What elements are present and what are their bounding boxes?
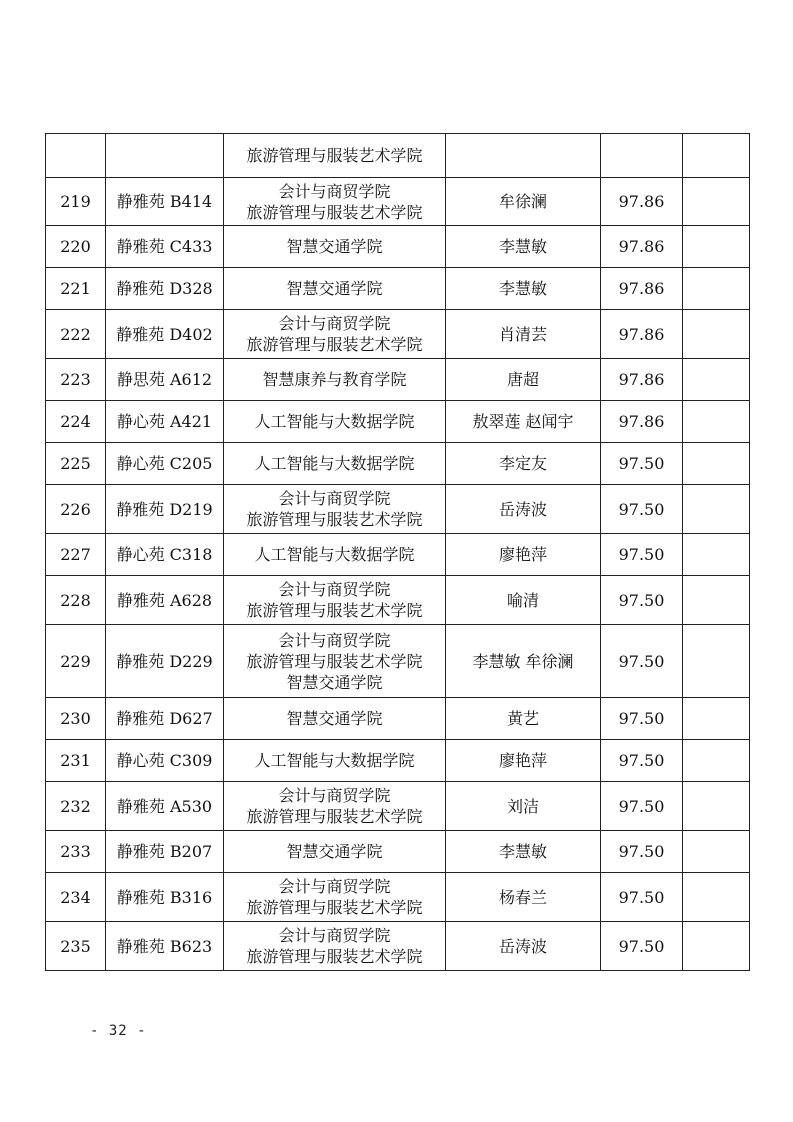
cell-note — [683, 534, 750, 576]
cell-college — [224, 576, 446, 625]
college-name: 智慧交通学院 — [286, 672, 383, 692]
cell-serial-number: 222 — [46, 310, 106, 359]
cell-dorm-room: 静雅苑 D328 — [106, 268, 224, 310]
college-name: 会计与商贸学院 — [278, 877, 391, 896]
college-name: 会计与商贸学院 — [278, 181, 391, 201]
college-name: 旅游管理与服装艺术学院 — [246, 651, 423, 671]
cell-score: 97.86 — [601, 401, 683, 443]
college-name: 智慧交通学院 — [286, 709, 383, 728]
cell-college — [224, 873, 446, 922]
college-name: 旅游管理与服装艺术学院 — [246, 898, 423, 917]
cell-serial-number: 233 — [46, 831, 106, 873]
college-name: 智慧交通学院 — [286, 237, 383, 256]
cell-note — [683, 782, 750, 831]
cell-managers: 牟徐澜 — [446, 178, 601, 226]
cell-score: 97.86 — [601, 268, 683, 310]
cell-note — [683, 740, 750, 782]
cell-dorm-room: 静雅苑 A628 — [106, 576, 224, 625]
cell-dorm-room: 静心苑 C205 — [106, 443, 224, 485]
cell-managers: 李定友 — [446, 443, 601, 485]
cell-college — [224, 226, 446, 268]
cell-dorm-room: 静雅苑 B623 — [106, 922, 224, 971]
cell-note — [683, 443, 750, 485]
cell-score: 97.50 — [601, 534, 683, 576]
cell-score: 97.86 — [601, 310, 683, 359]
table-row — [46, 268, 750, 310]
cell-score: 97.50 — [601, 576, 683, 625]
cell-serial-number: 226 — [46, 485, 106, 534]
college-name: 人工智能与大数据学院 — [254, 545, 415, 564]
cell-note — [683, 698, 750, 740]
cell-college — [224, 268, 446, 310]
cell-score — [601, 134, 683, 178]
cell-note — [683, 310, 750, 359]
cell-college — [224, 740, 446, 782]
table-row — [46, 178, 750, 226]
cell-serial-number: 221 — [46, 268, 106, 310]
cell-managers: 喻清 — [446, 576, 601, 625]
table-row — [46, 873, 750, 922]
cell-managers: 岳涛波 — [446, 485, 601, 534]
cell-serial-number: 230 — [46, 698, 106, 740]
cell-managers: 廖艳萍 — [446, 740, 601, 782]
cell-college — [224, 782, 446, 831]
table-row — [46, 443, 750, 485]
cell-managers: 李慧敏 — [446, 268, 601, 310]
cell-score: 97.50 — [601, 443, 683, 485]
cell-dorm-room: 静心苑 C318 — [106, 534, 224, 576]
cell-college — [224, 310, 446, 359]
college-name: 智慧交通学院 — [286, 842, 383, 861]
cell-note — [683, 873, 750, 922]
table-row — [46, 359, 750, 401]
college-name: 旅游管理与服装艺术学院 — [246, 335, 423, 354]
college-name: 旅游管理与服装艺术学院 — [246, 601, 423, 620]
college-name: 旅游管理与服装艺术学院 — [246, 807, 423, 826]
college-name: 会计与商贸学院 — [278, 489, 391, 508]
cell-dorm-room: 静思苑 A612 — [106, 359, 224, 401]
cell-note — [683, 226, 750, 268]
cell-note — [683, 576, 750, 625]
table-body — [46, 134, 750, 971]
cell-serial-number: 235 — [46, 922, 106, 971]
cell-managers: 李慧敏 — [446, 226, 601, 268]
cell-score: 97.50 — [601, 485, 683, 534]
college-name: 会计与商贸学院 — [278, 786, 391, 805]
cell-managers: 唐超 — [446, 359, 601, 401]
cell-dorm-room: 静雅苑 D402 — [106, 310, 224, 359]
college-name: 人工智能与大数据学院 — [254, 751, 415, 770]
cell-managers: 李慧敏 — [446, 831, 601, 873]
cell-serial-number: 232 — [46, 782, 106, 831]
cell-college — [224, 698, 446, 740]
table-row — [46, 226, 750, 268]
college-name: 旅游管理与服装艺术学院 — [246, 947, 423, 966]
cell-score: 97.50 — [601, 922, 683, 971]
cell-score: 97.50 — [601, 831, 683, 873]
cell-college — [224, 178, 446, 226]
college-name: 旅游管理与服装艺术学院 — [246, 146, 423, 165]
cell-college — [224, 922, 446, 971]
college-name: 人工智能与大数据学院 — [254, 412, 415, 431]
college-name: 会计与商贸学院 — [278, 580, 391, 599]
cell-serial-number: 223 — [46, 359, 106, 401]
cell-serial-number: 227 — [46, 534, 106, 576]
cell-dorm-room: 静雅苑 B414 — [106, 178, 224, 226]
cell-score: 97.86 — [601, 226, 683, 268]
cell-dorm-room: 静雅苑 D627 — [106, 698, 224, 740]
college-name: 旅游管理与服装艺术学院 — [246, 510, 423, 529]
cell-score: 97.50 — [601, 782, 683, 831]
cell-serial-number: 225 — [46, 443, 106, 485]
cell-score: 97.86 — [601, 359, 683, 401]
cell-college — [224, 534, 446, 576]
cell-managers: 敖翠莲 赵闻宇 — [446, 401, 601, 443]
cell-dorm-room: 静雅苑 D219 — [106, 485, 224, 534]
cell-dorm-room: 静心苑 A421 — [106, 401, 224, 443]
table-row — [46, 310, 750, 359]
cell-note — [683, 922, 750, 971]
cell-managers: 黄艺 — [446, 698, 601, 740]
page-number: - 32 - — [90, 1023, 147, 1039]
cell-college — [224, 134, 446, 178]
cell-serial-number — [46, 134, 106, 178]
cell-dorm-room: 静雅苑 A530 — [106, 782, 224, 831]
college-name: 智慧交通学院 — [286, 279, 383, 298]
table-row — [46, 740, 750, 782]
cell-dorm-room: 静心苑 C309 — [106, 740, 224, 782]
cell-dorm-room: 静雅苑 D229 — [106, 625, 224, 698]
cell-dorm-room: 静雅苑 B316 — [106, 873, 224, 922]
table-row — [46, 831, 750, 873]
cell-score: 97.50 — [601, 625, 683, 698]
cell-note — [683, 134, 750, 178]
cell-managers: 肖清芸 — [446, 310, 601, 359]
cell-note — [683, 401, 750, 443]
college-name: 会计与商贸学院 — [278, 926, 391, 945]
cell-serial-number: 228 — [46, 576, 106, 625]
cell-college — [224, 401, 446, 443]
cell-managers: 岳涛波 — [446, 922, 601, 971]
cell-dorm-room: 静雅苑 B207 — [106, 831, 224, 873]
cell-note — [683, 268, 750, 310]
cell-managers: 廖艳萍 — [446, 534, 601, 576]
cell-note — [683, 485, 750, 534]
cell-managers: 李慧敏 牟徐澜 — [446, 625, 601, 698]
cell-managers: 刘洁 — [446, 782, 601, 831]
cell-note — [683, 831, 750, 873]
table-row — [46, 698, 750, 740]
cell-score: 97.50 — [601, 873, 683, 922]
cell-serial-number: 229 — [46, 625, 106, 698]
cell-serial-number: 219 — [46, 178, 106, 226]
cell-note — [683, 359, 750, 401]
cell-serial-number: 234 — [46, 873, 106, 922]
college-name: 智慧康养与教育学院 — [262, 370, 407, 389]
cell-score: 97.50 — [601, 698, 683, 740]
table-row — [46, 625, 750, 698]
college-name: 人工智能与大数据学院 — [254, 454, 415, 473]
cell-note — [683, 625, 750, 698]
cell-managers: 杨春兰 — [446, 873, 601, 922]
cell-serial-number: 220 — [46, 226, 106, 268]
cell-college — [224, 831, 446, 873]
college-name: 会计与商贸学院 — [278, 630, 391, 650]
table-row — [46, 534, 750, 576]
cell-college — [224, 359, 446, 401]
dormitory-score-table — [45, 133, 750, 971]
cell-note — [683, 178, 750, 226]
college-name: 旅游管理与服装艺术学院 — [246, 202, 423, 222]
cell-dorm-room: 静雅苑 C433 — [106, 226, 224, 268]
cell-college — [224, 485, 446, 534]
table-row — [46, 782, 750, 831]
table-row — [46, 134, 750, 178]
cell-college — [224, 625, 446, 698]
cell-serial-number: 224 — [46, 401, 106, 443]
table-row — [46, 922, 750, 971]
cell-dorm-room — [106, 134, 224, 178]
cell-score: 97.86 — [601, 178, 683, 226]
table-row — [46, 576, 750, 625]
cell-college — [224, 443, 446, 485]
table-row — [46, 485, 750, 534]
cell-score: 97.50 — [601, 740, 683, 782]
table-row — [46, 401, 750, 443]
cell-serial-number: 231 — [46, 740, 106, 782]
college-name: 会计与商贸学院 — [278, 314, 391, 333]
cell-managers — [446, 134, 601, 178]
